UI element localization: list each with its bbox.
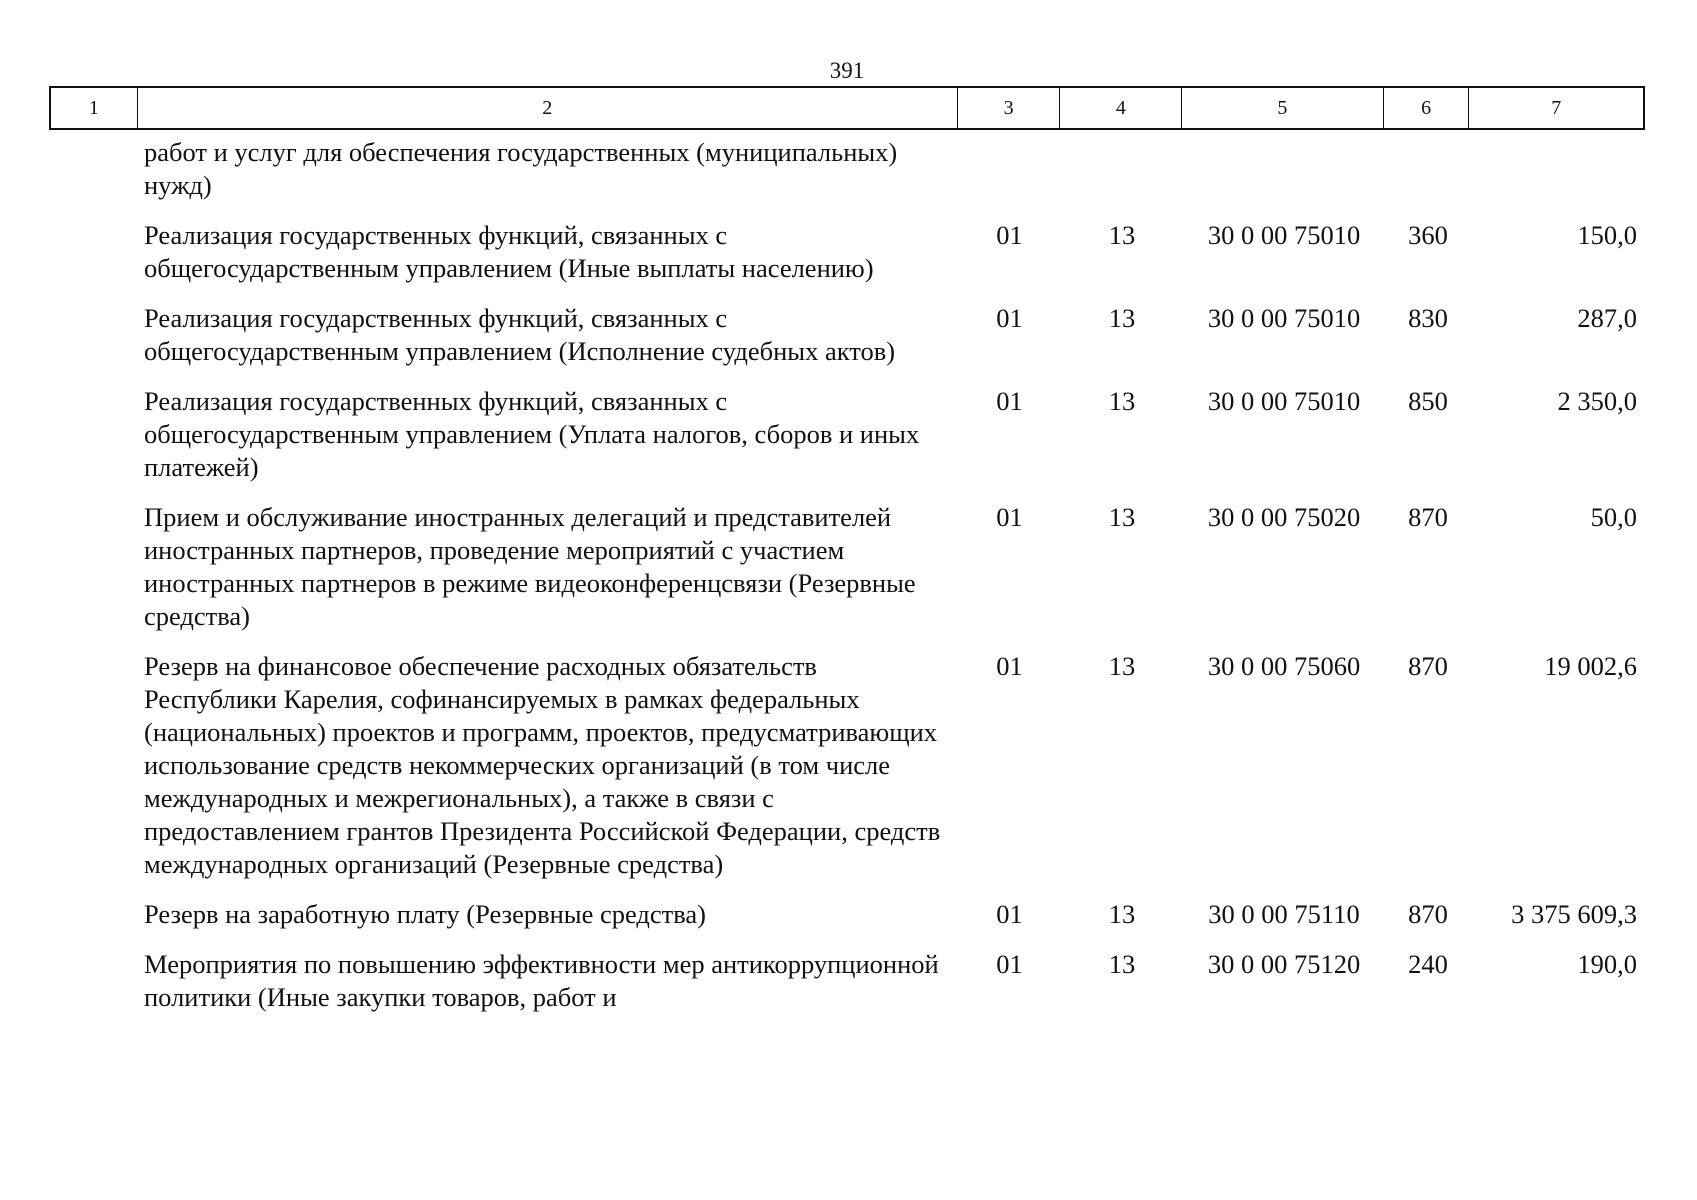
row-name: Реализация государственных функций, связанных с общегосударственным управлением (Уплата налогов, сборов и иных платежей) xyxy=(144,386,920,482)
row-index-cell xyxy=(49,650,136,881)
page-number: 391 xyxy=(829,58,865,83)
row-amount xyxy=(1471,136,1645,202)
table-row xyxy=(49,898,1645,931)
row-index-cell xyxy=(49,898,136,931)
header-cell-2: 2 xyxy=(138,88,958,128)
row-index-cell xyxy=(49,501,136,633)
row-index-cell xyxy=(49,948,136,1014)
table-row xyxy=(49,219,1645,285)
header-cell-4: 4 xyxy=(1060,88,1182,128)
row-target: 30 0 00 75020 xyxy=(1207,502,1361,532)
row-index-cell xyxy=(49,136,136,202)
table-row xyxy=(49,650,1645,881)
row-subsection: 13 xyxy=(1108,651,1136,681)
table-row xyxy=(49,302,1645,368)
row-subsection: 13 xyxy=(1108,220,1136,250)
row-section: 01 xyxy=(996,949,1023,979)
row-type: 240 xyxy=(1408,949,1448,979)
row-subsection: 13 xyxy=(1108,502,1136,532)
row-name: Реализация государственных функций, связанных с общегосударственным управлением (Иные выплаты населению) xyxy=(144,220,874,283)
row-amount: 190,0 xyxy=(1577,949,1637,979)
row-target: 30 0 00 75110 xyxy=(1208,899,1360,929)
row-index-cell xyxy=(49,385,136,484)
header-cell-7: 7 xyxy=(1551,96,1562,119)
row-section: 01 xyxy=(996,899,1023,929)
header-cell-1: 1 xyxy=(51,88,138,128)
header-cell-3: 3 xyxy=(958,88,1061,128)
header-cell-5: 5 xyxy=(1182,88,1384,128)
row-amount: 19 002,6 xyxy=(1544,651,1637,681)
row-amount: 3 375 609,3 xyxy=(1511,899,1637,929)
row-amount: 150,0 xyxy=(1577,220,1637,250)
table-row xyxy=(49,136,1645,202)
row-subsection: 13 xyxy=(1108,386,1136,416)
row-name: Мероприятия по повышению эффективности мер антикоррупционной политики (Иные закупки товаров, работ и xyxy=(144,949,939,1012)
column-number-header xyxy=(49,86,1645,130)
row-target xyxy=(1183,136,1385,202)
row-type: 850 xyxy=(1408,386,1448,416)
row-section: 01 xyxy=(996,220,1023,250)
row-subsection: 13 xyxy=(1108,899,1136,929)
row-target: 30 0 00 75010 xyxy=(1207,303,1361,333)
row-section xyxy=(958,136,1061,202)
row-name: Прием и обслуживание иностранных делегаций и представителей иностранных партнеров, проведение мероприятий с участием иностранных партнеров в режиме видеоконференцсвязи (Резервные средства) xyxy=(144,502,916,631)
row-name: Реализация государственных функций, связанных с общегосударственным управлением (Исполнение судебных актов) xyxy=(144,303,896,366)
row-name: Резерв на заработную плату (Резервные средства) xyxy=(144,899,706,929)
row-subsection: 13 xyxy=(1108,949,1136,979)
row-section: 01 xyxy=(996,386,1023,416)
row-section: 01 xyxy=(996,502,1023,532)
row-type: 830 xyxy=(1408,303,1448,333)
row-name: работ и услуг для обеспечения государственных (муниципальных) нужд) xyxy=(144,137,898,200)
row-amount: 2 350,0 xyxy=(1557,386,1637,416)
row-amount: 50,0 xyxy=(1590,502,1637,532)
row-amount: 287,0 xyxy=(1577,303,1637,333)
budget-table-body xyxy=(49,136,1645,1031)
row-name: Резерв на финансовое обеспечение расходных обязательств Республики Карелия, софинансируемых в рамках федеральных (национальных) проектов и программ, проектов, предусматривающих использование средств некоммерческих организаций (в том числе международных и межрегиональных), а также в связи с предоставлением грантов Президента Российской Федерации, средств международных организаций (Резервные средства) xyxy=(144,651,941,879)
row-index-cell xyxy=(49,302,136,368)
table-row xyxy=(49,948,1645,1014)
row-type: 870 xyxy=(1408,502,1448,532)
row-target: 30 0 00 75120 xyxy=(1207,949,1361,979)
row-target: 30 0 00 75060 xyxy=(1207,651,1361,681)
row-type xyxy=(1385,136,1471,202)
row-section: 01 xyxy=(996,303,1023,333)
row-target: 30 0 00 75010 xyxy=(1207,386,1361,416)
row-subsection: 13 xyxy=(1108,303,1136,333)
row-subsection xyxy=(1061,136,1183,202)
row-section: 01 xyxy=(996,651,1023,681)
row-target: 30 0 00 75010 xyxy=(1207,220,1361,250)
table-row xyxy=(49,501,1645,633)
row-type: 870 xyxy=(1408,899,1448,929)
row-type: 870 xyxy=(1408,651,1448,681)
header-cell-6: 6 xyxy=(1384,88,1470,128)
row-index-cell xyxy=(49,219,136,285)
table-row xyxy=(49,385,1645,484)
row-type: 360 xyxy=(1408,220,1448,250)
